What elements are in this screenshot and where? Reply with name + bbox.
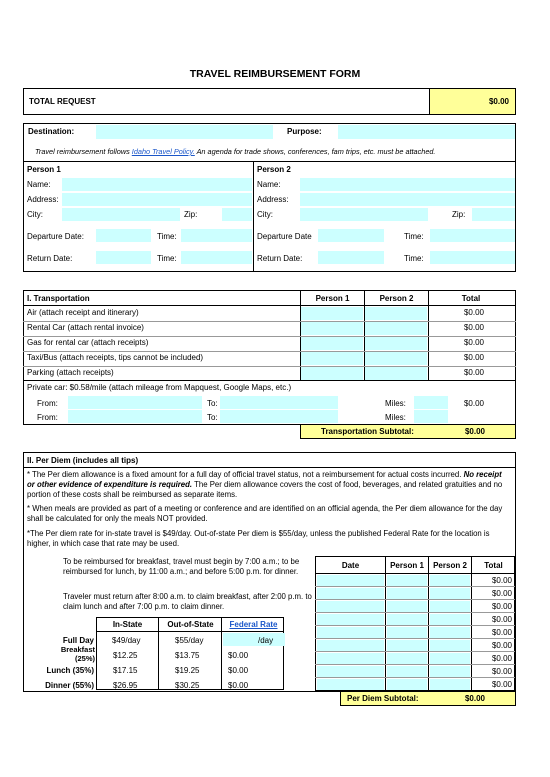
log-col-person2: Person 2 — [433, 561, 467, 570]
person2-departure-time-field[interactable] — [430, 229, 515, 242]
person1-zip-label: Zip: — [184, 210, 198, 219]
per-diem-subtotal-value: $0.00 — [464, 694, 485, 703]
taxi-total: $0.00 — [463, 353, 484, 362]
transportation-subtotal-label: Transportation Subtotal: — [321, 427, 414, 436]
parking-person1-field[interactable] — [301, 367, 363, 380]
log-row-total: $0.00 — [491, 641, 512, 650]
air-total: $0.00 — [463, 308, 484, 317]
parking-person2-field[interactable] — [365, 367, 427, 380]
private-car-from-field-1[interactable] — [68, 396, 202, 409]
transport-col-total: Total — [461, 294, 481, 303]
transport-row-label: Air (attach receipt and itinerary) — [27, 308, 139, 317]
rate-breakfast-federal: $0.00 — [228, 651, 249, 660]
log-person2-field[interactable] — [430, 588, 470, 599]
taxi-person1-field[interactable] — [301, 352, 363, 365]
private-car-to-field-2[interactable] — [220, 410, 338, 423]
person2-zip-field[interactable] — [472, 208, 515, 221]
log-row-total: $0.00 — [491, 654, 512, 663]
transport-row-label: Gas for rental car (attach receipts) — [27, 338, 149, 347]
row-divider — [315, 664, 515, 665]
person2-return-label: Return Date: — [257, 254, 303, 263]
rate-full-day-federal: /day — [258, 636, 274, 645]
rate-row-label: Breakfast (25%) — [60, 645, 95, 663]
person2-city-field[interactable] — [300, 208, 428, 221]
person1-return-time-field[interactable] — [181, 251, 252, 264]
log-row-total: $0.00 — [491, 628, 512, 637]
rate-full-day-outstate: $55/day — [175, 636, 204, 645]
person1-departure-label: Departure Date: — [27, 232, 84, 241]
rate-lunch-outstate: $19.25 — [175, 666, 200, 675]
rate-breakfast-instate: $12.25 — [113, 651, 138, 660]
person2-return-time-field[interactable] — [430, 251, 515, 264]
person1-address-field[interactable] — [62, 193, 252, 206]
idaho-travel-policy-link[interactable]: Idaho Travel Policy. — [131, 147, 195, 156]
log-row-total: $0.00 — [491, 680, 512, 689]
row-divider — [23, 321, 516, 322]
column-divider — [471, 556, 472, 691]
row-divider — [315, 612, 515, 613]
total-request-value: $0.00 — [488, 97, 509, 106]
private-car-miles-label: Miles: — [385, 413, 406, 422]
person1-departure-time-label: Time: — [157, 232, 177, 241]
log-person1-field[interactable] — [387, 640, 427, 651]
log-date-field[interactable] — [317, 601, 384, 612]
person2-name-label: Name: — [257, 180, 281, 189]
person1-city-field[interactable] — [62, 208, 180, 221]
rate-full-day-federal-field[interactable] — [223, 633, 285, 646]
total-request-cell — [429, 89, 515, 114]
rate-full-day-instate: $49/day — [112, 636, 141, 645]
federal-rate-link[interactable]: Federal Rate — [229, 620, 278, 629]
rate-row-label: Lunch (35%) — [46, 666, 94, 675]
log-person1-field[interactable] — [387, 653, 427, 664]
person2-address-label: Address: — [257, 195, 289, 204]
transport-row-label: Rental Car (attach rental invoice) — [27, 323, 144, 332]
rate-row-label: Full Day — [62, 636, 94, 645]
per-diem-text: The Per diem allowance covers the cost of food, beverages, and related gratuities and no portion of these costs shall be reimbursed as separate items. — [27, 480, 503, 499]
total-request-label: TOTAL REQUEST — [29, 97, 96, 106]
rates-col-instate: In-State — [112, 620, 143, 629]
log-date-field[interactable] — [317, 588, 384, 599]
person2-city-label: City: — [257, 210, 273, 219]
private-car-from-label: From: — [37, 399, 58, 408]
log-person1-field[interactable] — [387, 575, 427, 586]
column-divider — [385, 556, 386, 691]
rate-lunch-federal: $0.00 — [228, 666, 249, 675]
person2-departure-label: Departure Date — [257, 232, 312, 241]
log-person2-field[interactable] — [430, 653, 470, 664]
person1-return-time-label: Time: — [157, 254, 177, 263]
person1-return-date-field[interactable] — [96, 251, 151, 264]
person1-title: Person 1 — [27, 165, 61, 174]
rental-car-total: $0.00 — [463, 323, 484, 332]
divider — [315, 573, 515, 574]
purpose-field[interactable] — [338, 125, 515, 139]
log-col-total: Total — [484, 561, 503, 570]
total-request-box — [23, 88, 516, 115]
row-divider — [23, 351, 516, 352]
log-person2-field[interactable] — [430, 627, 470, 638]
person2-zip-label: Zip: — [452, 210, 466, 219]
row-divider — [315, 638, 515, 639]
per-diem-header: II. Per Diem (includes all tips) — [27, 456, 139, 465]
rate-breakfast-outstate: $13.75 — [175, 651, 200, 660]
divider — [23, 305, 516, 306]
log-person1-field[interactable] — [387, 666, 427, 677]
log-person2-field[interactable] — [430, 575, 470, 586]
rate-row-label: Dinner (55%) — [45, 681, 94, 690]
per-diem-rule-1: To be reimbursed for breakfast, travel must begin by 7:00 a.m.; to be reimbursed for lunch, by 11:00 a.m.; and before 5:00 p.m. for dinner. — [63, 557, 300, 576]
column-divider — [221, 617, 222, 690]
policy-text-before: Travel reimbursement follows — [35, 147, 130, 156]
log-date-field[interactable] — [317, 666, 384, 677]
log-person1-field[interactable] — [387, 679, 427, 690]
log-person1-field[interactable] — [387, 627, 427, 638]
person1-city-label: City: — [27, 210, 43, 219]
rental-car-person1-field[interactable] — [301, 322, 363, 335]
row-divider — [315, 599, 515, 600]
rate-dinner-outstate: $30.25 — [175, 681, 200, 690]
row-divider — [315, 586, 515, 587]
log-person2-field[interactable] — [430, 614, 470, 625]
person1-name-field[interactable] — [62, 178, 252, 191]
policy-note — [35, 147, 435, 156]
log-row-total: $0.00 — [491, 602, 512, 611]
transport-row-label: Taxi/Bus (attach receipts, tips cannot be included) — [27, 353, 204, 362]
log-date-field[interactable] — [317, 575, 384, 586]
row-divider — [315, 651, 515, 652]
log-person2-field[interactable] — [430, 666, 470, 677]
per-diem-subtotal-row — [340, 691, 516, 706]
person1-name-label: Name: — [27, 180, 51, 189]
log-row-total: $0.00 — [491, 576, 512, 585]
form-title: TRAVEL REIMBURSEMENT FORM — [189, 68, 361, 80]
per-diem-paragraph-3: *The Per diem rate for in-state travel is $49/day. Out-of-state Per diem is $55/day, unless the published Federal Rate for the location is higher, in which case that rate may be used. — [27, 529, 490, 548]
policy-text-after: An agenda for trade shows, conferences, fam trips, etc. must be attached. — [196, 147, 436, 156]
log-person1-field[interactable] — [387, 601, 427, 612]
rate-lunch-instate: $17.15 — [113, 666, 138, 675]
gas-person1-field[interactable] — [301, 337, 363, 350]
per-diem-rule-2: Traveler must return after 8:00 a.m. to claim breakfast, after 2:00 p.m. to claim lunch and after 7:00 p.m. to claim dinner. — [63, 592, 312, 611]
person2-departure-time-label: Time: — [404, 232, 424, 241]
private-car-to-label: To: — [207, 399, 218, 408]
person-divider — [253, 161, 254, 271]
private-car-miles-field-1[interactable] — [414, 396, 448, 409]
person2-departure-date-field[interactable] — [318, 229, 384, 242]
log-person1-field[interactable] — [387, 614, 427, 625]
person1-address-label: Address: — [27, 195, 59, 204]
private-car-label: Private car: $0.58/mile (attach mileage from Mapquest, Google Maps, etc.) — [27, 383, 292, 392]
per-diem-subtotal-label: Per Diem Subtotal: — [347, 694, 419, 703]
person2-return-date-field[interactable] — [318, 251, 384, 264]
purpose-label: Purpose: — [287, 127, 322, 136]
rate-dinner-instate: $26.95 — [113, 681, 138, 690]
person2-name-field[interactable] — [300, 178, 515, 191]
log-person1-field[interactable] — [387, 588, 427, 599]
person1-departure-date-field[interactable] — [96, 229, 151, 242]
gas-person2-field[interactable] — [365, 337, 427, 350]
person2-title: Person 2 — [257, 165, 291, 174]
person2-return-time-label: Time: — [404, 254, 424, 263]
taxi-person2-field[interactable] — [365, 352, 427, 365]
air-person1-field[interactable] — [301, 307, 363, 320]
divider — [23, 380, 516, 381]
gas-total: $0.00 — [463, 338, 484, 347]
person2-address-field[interactable] — [300, 193, 515, 206]
column-divider — [158, 617, 159, 690]
log-person2-field[interactable] — [430, 601, 470, 612]
log-col-person1: Person 1 — [390, 561, 424, 570]
rates-col-outstate: Out-of-State — [167, 620, 214, 629]
person1-return-label: Return Date: — [27, 254, 73, 263]
per-diem-paragraph-2: * When meals are provided as part of a meeting or conference and are identified on an official agenda, the Per diem allowance for the day shall be calculated for only the meals NOT provided. — [27, 504, 503, 523]
air-person2-field[interactable] — [365, 307, 427, 320]
transportation-subtotal-value: $0.00 — [464, 427, 485, 436]
person1-departure-time-field[interactable] — [181, 229, 252, 242]
per-diem-emphasis: No receipt or other evidence of expenditure is required. — [27, 470, 502, 489]
column-divider — [428, 556, 429, 691]
private-car-miles-label: Miles: — [385, 399, 406, 408]
private-car-to-label: To: — [207, 413, 218, 422]
row-divider — [315, 677, 515, 678]
divider — [23, 467, 516, 468]
transport-col-person2: Person 2 — [379, 294, 414, 303]
log-date-field[interactable] — [317, 679, 384, 690]
private-car-from-field-2[interactable] — [68, 410, 202, 423]
row-divider — [23, 336, 516, 337]
transport-row-label: Parking (attach receipts) — [27, 368, 114, 377]
transport-col-person1: Person 1 — [315, 294, 350, 303]
log-date-field[interactable] — [317, 614, 384, 625]
log-row-total: $0.00 — [491, 667, 512, 676]
log-person2-field[interactable] — [430, 640, 470, 651]
rental-car-person2-field[interactable] — [365, 322, 427, 335]
rate-dinner-federal: $0.00 — [228, 681, 249, 690]
per-diem-text: * The Per diem allowance is a fixed amount for a full day of official travel status, not a reimbursement for actual costs incurred. — [27, 470, 462, 479]
log-row-total: $0.00 — [491, 589, 512, 598]
log-date-field[interactable] — [317, 627, 384, 638]
log-date-field[interactable] — [317, 653, 384, 664]
private-car-from-label: From: — [37, 413, 58, 422]
transportation-header: I. Transportation — [27, 294, 90, 303]
per-diem-paragraph-1 — [27, 470, 511, 500]
log-date-field[interactable] — [317, 640, 384, 651]
row-divider — [315, 625, 515, 626]
private-car-miles-field-2[interactable] — [414, 410, 448, 423]
destination-field[interactable] — [96, 125, 273, 139]
log-col-date: Date — [341, 561, 360, 570]
parking-total: $0.00 — [463, 368, 484, 377]
private-car-total: $0.00 — [463, 399, 484, 408]
row-divider — [23, 366, 516, 367]
log-row-total: $0.00 — [491, 615, 512, 624]
divider — [23, 161, 516, 162]
private-car-to-field-1[interactable] — [220, 396, 338, 409]
destination-label: Destination: — [28, 127, 75, 136]
transportation-subtotal-row — [300, 424, 516, 439]
log-person2-field[interactable] — [430, 679, 470, 690]
person1-zip-field[interactable] — [222, 208, 252, 221]
